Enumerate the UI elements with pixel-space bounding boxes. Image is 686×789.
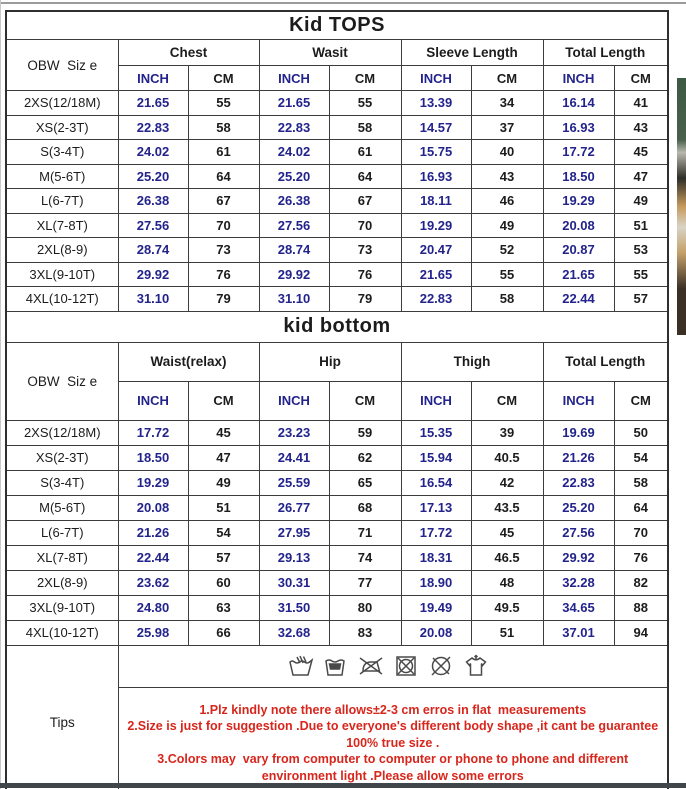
inch-value: 17.72 xyxy=(118,420,188,445)
cm-value: 64 xyxy=(188,164,259,189)
table-row xyxy=(6,495,668,520)
cm-value: 57 xyxy=(188,545,259,570)
size-cell: 2XL(8-9) xyxy=(6,238,118,263)
inch-value: 18.11 xyxy=(401,189,471,214)
inch-value: 18.31 xyxy=(401,545,471,570)
size-cell: XS(2-3T) xyxy=(6,115,118,140)
cm-value: 61 xyxy=(188,140,259,165)
size-cell: 4XL(10-12T) xyxy=(6,620,118,645)
cm-value: 76 xyxy=(614,545,668,570)
obw-size-header: OBW Siz e xyxy=(6,342,118,420)
cm-value: 83 xyxy=(329,620,401,645)
group-header-wasit: Wasit xyxy=(259,40,401,66)
table-row xyxy=(6,140,668,165)
inch-value: 22.83 xyxy=(401,287,471,312)
cm-value: 88 xyxy=(614,595,668,620)
cm-value: 64 xyxy=(614,495,668,520)
cm-value: 49 xyxy=(614,189,668,214)
cm-header: CM xyxy=(329,66,401,91)
table-row xyxy=(6,287,668,312)
inch-value: 31.10 xyxy=(118,287,188,312)
table-title: kid bottom xyxy=(6,311,668,342)
cm-value: 77 xyxy=(329,570,401,595)
table-row xyxy=(6,595,668,620)
cm-value: 62 xyxy=(329,445,401,470)
inch-value: 19.49 xyxy=(401,595,471,620)
bottom-edge-line xyxy=(0,783,686,788)
size-cell: M(5-6T) xyxy=(6,164,118,189)
table-row xyxy=(6,570,668,595)
cm-value: 54 xyxy=(188,520,259,545)
cm-value: 47 xyxy=(614,164,668,189)
table-row xyxy=(6,213,668,238)
cm-value: 55 xyxy=(471,262,543,287)
cm-value: 43.5 xyxy=(471,495,543,520)
inch-header: INCH xyxy=(118,381,188,420)
cm-value: 82 xyxy=(614,570,668,595)
hand-wash-icon xyxy=(288,654,314,678)
cm-value: 42 xyxy=(471,470,543,495)
inch-value: 37.01 xyxy=(543,620,614,645)
cm-value: 60 xyxy=(188,570,259,595)
table-row xyxy=(6,445,668,470)
inch-value: 16.93 xyxy=(401,164,471,189)
inch-value: 29.92 xyxy=(543,545,614,570)
cm-value: 61 xyxy=(329,140,401,165)
inch-value: 15.75 xyxy=(401,140,471,165)
inch-value: 15.35 xyxy=(401,420,471,445)
table-row xyxy=(6,620,668,645)
cm-value: 40.5 xyxy=(471,445,543,470)
group-header-waist-relax-: Waist(relax) xyxy=(118,342,259,381)
inch-value: 18.50 xyxy=(118,445,188,470)
cm-value: 51 xyxy=(471,620,543,645)
inch-value: 20.08 xyxy=(543,213,614,238)
inch-value: 18.50 xyxy=(543,164,614,189)
inch-value: 14.57 xyxy=(401,115,471,140)
inch-value: 30.31 xyxy=(259,570,329,595)
cm-value: 68 xyxy=(329,495,401,520)
inch-value: 22.83 xyxy=(543,470,614,495)
cm-value: 34 xyxy=(471,91,543,116)
inch-value: 19.29 xyxy=(118,470,188,495)
cm-value: 67 xyxy=(188,189,259,214)
size-cell: XL(7-8T) xyxy=(6,213,118,238)
table-title-row-0 xyxy=(6,11,668,40)
inch-value: 21.65 xyxy=(118,91,188,116)
tip-note: 3.Colors may vary from computer to computer or phone to phone and different environment light .Please allow some errors xyxy=(157,752,632,783)
cm-header: CM xyxy=(188,381,259,420)
group-header-total-length: Total Length xyxy=(543,40,668,66)
inch-value: 22.83 xyxy=(259,115,329,140)
cm-value: 63 xyxy=(188,595,259,620)
inch-value: 23.62 xyxy=(118,570,188,595)
table-row xyxy=(6,470,668,495)
size-cell: L(6-7T) xyxy=(6,520,118,545)
inch-value: 24.02 xyxy=(259,140,329,165)
inch-value: 16.93 xyxy=(543,115,614,140)
size-cell: 3XL(9-10T) xyxy=(6,595,118,620)
table-row xyxy=(6,420,668,445)
size-cell: M(5-6T) xyxy=(6,495,118,520)
cm-value: 76 xyxy=(329,262,401,287)
inch-value: 20.47 xyxy=(401,238,471,263)
cm-value: 67 xyxy=(329,189,401,214)
inch-value: 34.65 xyxy=(543,595,614,620)
group-header-sleeve-length: Sleeve Length xyxy=(401,40,543,66)
size-cell: 2XL(8-9) xyxy=(6,570,118,595)
tips-label: Tips xyxy=(6,645,118,789)
inch-value: 28.74 xyxy=(259,238,329,263)
cm-value: 41 xyxy=(614,91,668,116)
cm-value: 55 xyxy=(329,91,401,116)
cm-value: 79 xyxy=(188,287,259,312)
left-edge-line xyxy=(0,0,1,789)
inch-value: 17.72 xyxy=(401,520,471,545)
size-cell: 4XL(10-12T) xyxy=(6,287,118,312)
table-row xyxy=(6,545,668,570)
cm-value: 59 xyxy=(329,420,401,445)
group-header-row xyxy=(6,40,668,66)
tips-notes xyxy=(118,687,668,789)
inch-value: 27.56 xyxy=(259,213,329,238)
inch-value: 21.26 xyxy=(543,445,614,470)
table-row xyxy=(6,115,668,140)
inch-header: INCH xyxy=(259,381,329,420)
do-not-tumble-dry-icon xyxy=(393,654,419,678)
inch-value: 23.23 xyxy=(259,420,329,445)
table-title-row-1 xyxy=(6,311,668,342)
tips-row xyxy=(6,645,668,687)
care-icons xyxy=(118,645,668,687)
inch-value: 20.87 xyxy=(543,238,614,263)
cm-value: 47 xyxy=(188,445,259,470)
cm-value: 55 xyxy=(188,91,259,116)
inch-value: 25.59 xyxy=(259,470,329,495)
cm-value: 55 xyxy=(614,262,668,287)
table-row xyxy=(6,164,668,189)
cm-value: 64 xyxy=(329,164,401,189)
inch-value: 24.41 xyxy=(259,445,329,470)
cm-value: 58 xyxy=(188,115,259,140)
inch-header: INCH xyxy=(401,66,471,91)
cm-value: 70 xyxy=(614,520,668,545)
group-header-thigh: Thigh xyxy=(401,342,543,381)
inch-value: 22.44 xyxy=(118,545,188,570)
inch-value: 24.02 xyxy=(118,140,188,165)
cm-value: 73 xyxy=(188,238,259,263)
inch-header: INCH xyxy=(259,66,329,91)
size-cell: S(3-4T) xyxy=(6,140,118,165)
photo-sliver xyxy=(677,78,686,335)
size-cell: L(6-7T) xyxy=(6,189,118,214)
cm-value: 37 xyxy=(471,115,543,140)
size-cell: 2XS(12/18M) xyxy=(6,420,118,445)
inch-value: 20.08 xyxy=(401,620,471,645)
cm-value: 54 xyxy=(614,445,668,470)
size-chart-table xyxy=(5,10,669,789)
inch-value: 29.13 xyxy=(259,545,329,570)
inch-value: 22.83 xyxy=(118,115,188,140)
cm-value: 71 xyxy=(329,520,401,545)
inch-value: 27.56 xyxy=(118,213,188,238)
cm-value: 57 xyxy=(614,287,668,312)
table-row xyxy=(6,238,668,263)
table-title: Kid TOPS xyxy=(6,11,668,40)
cm-value: 73 xyxy=(329,238,401,263)
cm-value: 58 xyxy=(614,470,668,495)
cm-value: 39 xyxy=(471,420,543,445)
inch-value: 29.92 xyxy=(118,262,188,287)
inch-value: 21.65 xyxy=(401,262,471,287)
inch-value: 27.95 xyxy=(259,520,329,545)
cm-value: 50 xyxy=(614,420,668,445)
cm-value: 58 xyxy=(471,287,543,312)
cm-value: 74 xyxy=(329,545,401,570)
cm-value: 45 xyxy=(471,520,543,545)
cm-value: 70 xyxy=(188,213,259,238)
inch-header: INCH xyxy=(543,66,614,91)
cm-value: 45 xyxy=(188,420,259,445)
group-header-chest: Chest xyxy=(118,40,259,66)
cm-value: 79 xyxy=(329,287,401,312)
cm-value: 43 xyxy=(614,115,668,140)
inch-value: 13.39 xyxy=(401,91,471,116)
cm-value: 45 xyxy=(614,140,668,165)
size-cell: 2XS(12/18M) xyxy=(6,91,118,116)
cm-value: 70 xyxy=(329,213,401,238)
cm-value: 65 xyxy=(329,470,401,495)
do-not-iron-icon xyxy=(358,654,384,678)
inch-value: 26.77 xyxy=(259,495,329,520)
inch-value: 22.44 xyxy=(543,287,614,312)
cm-value: 46 xyxy=(471,189,543,214)
inch-value: 16.54 xyxy=(401,470,471,495)
inch-value: 32.68 xyxy=(259,620,329,645)
inch-value: 31.10 xyxy=(259,287,329,312)
inch-value: 19.29 xyxy=(401,213,471,238)
cm-value: 51 xyxy=(614,213,668,238)
inch-value: 27.56 xyxy=(543,520,614,545)
cm-header: CM xyxy=(471,66,543,91)
cm-value: 48 xyxy=(471,570,543,595)
inch-value: 25.20 xyxy=(118,164,188,189)
inch-value: 19.29 xyxy=(543,189,614,214)
inch-value: 21.65 xyxy=(543,262,614,287)
cm-value: 66 xyxy=(188,620,259,645)
inch-value: 24.80 xyxy=(118,595,188,620)
size-cell: 3XL(9-10T) xyxy=(6,262,118,287)
table-row xyxy=(6,262,668,287)
cm-header: CM xyxy=(614,66,668,91)
cm-value: 46.5 xyxy=(471,545,543,570)
inch-value: 19.69 xyxy=(543,420,614,445)
tip-note: 1.Plz kindly note there allows±2-3 cm erros in flat measurements xyxy=(199,702,587,717)
inch-value: 25.98 xyxy=(118,620,188,645)
cm-value: 80 xyxy=(329,595,401,620)
cm-header: CM xyxy=(471,381,543,420)
cm-value: 94 xyxy=(614,620,668,645)
cm-value: 51 xyxy=(188,495,259,520)
inch-value: 29.92 xyxy=(259,262,329,287)
inch-value: 15.94 xyxy=(401,445,471,470)
inch-value: 31.50 xyxy=(259,595,329,620)
inch-header: INCH xyxy=(543,381,614,420)
inch-value: 17.72 xyxy=(543,140,614,165)
shirt-icon xyxy=(463,654,489,678)
table-row xyxy=(6,91,668,116)
size-cell: XL(7-8T) xyxy=(6,545,118,570)
group-header-row xyxy=(6,342,668,381)
inch-value: 25.20 xyxy=(543,495,614,520)
top-edge-line xyxy=(0,2,686,4)
inch-value: 26.38 xyxy=(259,189,329,214)
size-cell: S(3-4T) xyxy=(6,470,118,495)
group-header-hip: Hip xyxy=(259,342,401,381)
cm-value: 53 xyxy=(614,238,668,263)
cm-value: 49 xyxy=(188,470,259,495)
cm-header: CM xyxy=(188,66,259,91)
inch-value: 20.08 xyxy=(118,495,188,520)
inch-value: 21.65 xyxy=(259,91,329,116)
inch-value: 17.13 xyxy=(401,495,471,520)
inch-header: INCH xyxy=(118,66,188,91)
inch-header: INCH xyxy=(401,381,471,420)
cm-value: 49 xyxy=(471,213,543,238)
table-row xyxy=(6,520,668,545)
inch-value: 21.26 xyxy=(118,520,188,545)
inch-value: 16.14 xyxy=(543,91,614,116)
inch-value: 25.20 xyxy=(259,164,329,189)
cm-header: CM xyxy=(329,381,401,420)
cm-value: 49.5 xyxy=(471,595,543,620)
inch-value: 28.74 xyxy=(118,238,188,263)
cm-value: 58 xyxy=(329,115,401,140)
cm-value: 76 xyxy=(188,262,259,287)
cm-header: CM xyxy=(614,381,668,420)
inch-value: 32.28 xyxy=(543,570,614,595)
group-header-total-length: Total Length xyxy=(543,342,668,381)
size-cell: XS(2-3T) xyxy=(6,445,118,470)
tip-note: 2.Size is just for suggestion .Due to everyone's different body shape ,it cant be guarantee 100% true size . xyxy=(127,719,662,750)
inch-value: 18.90 xyxy=(401,570,471,595)
cm-value: 40 xyxy=(471,140,543,165)
cm-value: 43 xyxy=(471,164,543,189)
table-row xyxy=(6,189,668,214)
cm-value: 52 xyxy=(471,238,543,263)
do-not-dry-clean-icon xyxy=(428,654,454,678)
wash-tub-icon xyxy=(323,654,349,678)
obw-size-header: OBW Siz e xyxy=(6,40,118,91)
inch-value: 26.38 xyxy=(118,189,188,214)
